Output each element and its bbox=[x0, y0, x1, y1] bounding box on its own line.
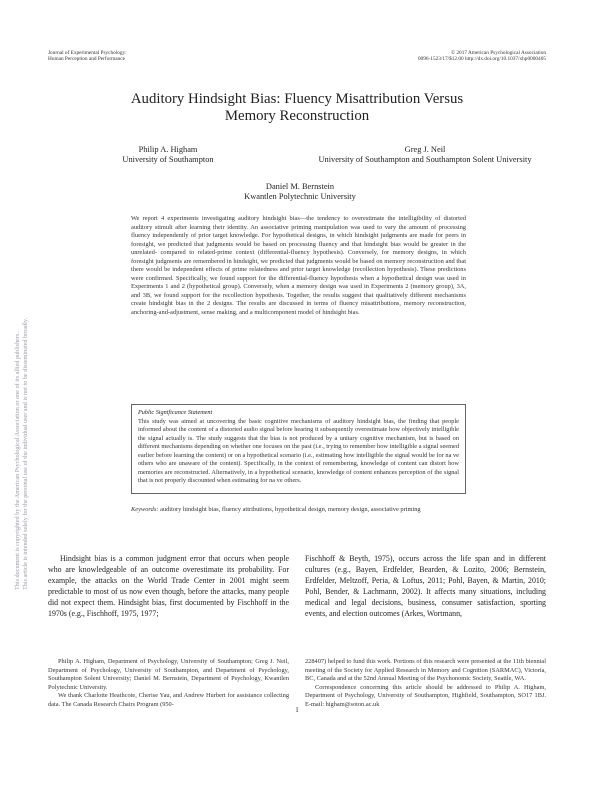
copyright-sidebar-line-1: This document is copyrighted by the American Psychological Association or one of its allied publishers. bbox=[14, 332, 21, 590]
author-name: Daniel M. Bernstein bbox=[265, 182, 335, 191]
funding-note: 228407) helped to fund this work. Portions of this research were presented at the 11th biennial meeting of the Society for Applied Research in Memory and Cognition (SARMAC), Victoria, BC, Canada and at the 52nd Annual Meeting of the Psychonomic Society, Seattle, WA. bbox=[305, 658, 546, 683]
author-name: Philip A. Higham bbox=[138, 145, 198, 154]
author-affiliation: Kwantlen Polytechnic University bbox=[244, 192, 356, 201]
keywords-text: auditory hindsight bias, fluency attributions, hypothetical design, memory design, associative priming bbox=[158, 506, 421, 513]
author-block-3 bbox=[200, 182, 400, 202]
journal-name: Journal of Experimental Psychology: bbox=[48, 50, 127, 56]
author-note-left bbox=[48, 658, 289, 710]
title-line-1: Auditory Hindsight Bias: Fluency Misattribution Versus bbox=[130, 91, 464, 107]
body-text-right-column: Fischhoff & Beyth, 1975), occurs across the life span and in different cultures (e.g., Bayen, Erdfelder, Bearden, & Lozito, 2006; Bernstein, Erdfelder, Meltzoff, Peria, & Loftus, 2011; Pohl, Bayen, & Martin, 2010; Pohl, Bender, & Lachmann, 2002). It affects many situations, including medical and legal decisions, business, consumer satisfaction, sporting events, and election outcomes (Arkes, Wortmann, bbox=[305, 554, 546, 618]
author-block-2 bbox=[300, 145, 550, 165]
author-affiliation: University of Southampton and Southampton Solent University bbox=[318, 155, 532, 164]
copyright-sidebar bbox=[14, 318, 30, 590]
public-significance-text: This study was aimed at uncovering the basic cognitive mechanisms of auditory hindsight bias, the finding that people informed about the content of a distorted audio signal before hearing it subsequently overestimate how objectively intelligible the signal actually is. The study suggests that the bias is not produced by a unitary cognitive mechanism, but is based on different mechanisms depending on whether one focuses on the past (i.e., trying to remember how intelligible a signal seemed earlier before learning the content) or on a hypothetical scenario (i.e., estimating how intelligible the signal would be for na ve others who are unaware of the content). Specifically, in the context of remembering, knowledge of content can distort how memories are reconstructed. Alternatively, in a hypothetical scenario, knowledge of content enhances perception of the signal that is not properly discounted when estimating for na ve others. bbox=[138, 418, 459, 485]
public-significance-heading: Public Significance Statement bbox=[138, 409, 213, 416]
author-note-right bbox=[305, 658, 546, 710]
public-significance-box bbox=[131, 404, 466, 494]
author-affiliation: University of Southampton bbox=[122, 155, 214, 164]
copyright-notice: © 2017 American Psychological Association bbox=[451, 50, 546, 56]
correspondence-note: Correspondence concerning this article should be addressed to Philip A. Higham, Department of Psychology, University of Southampton, Highfield, Southampton, SO17 1BJ. E-mail: higham@soton.ac.uk bbox=[305, 683, 546, 708]
journal-header bbox=[48, 50, 127, 63]
acknowledgments-note: We thank Charlotte Heathcote, Cherise Yau, and Andrew Hurbert for assistance collecting data. The Canada Research Chairs Program (950- bbox=[48, 692, 289, 708]
author-affiliations-note: Philip A. Higham, Department of Psychology, University of Southampton; Greg J. Neil, Department of Psychology, University of Southampton, and Department of Psychology, Southampton Solent University; Daniel M. Bernstein, Department of Psychology, Kwantlen Polytechnic University. bbox=[48, 658, 289, 691]
body-text-left-column: Hindsight bias is a common judgment error that occurs when people who are knowledgeable of an outcome overestimate its probability. For example, the attacks on the World Trade Center in 2001 might seem predictable to most of us now even though, before the attacks, many people did not expect them. Hindsight bias, first documented by Fischhoff in the 1970s (e.g., Fischhoff, 1975, 1977; bbox=[48, 554, 289, 618]
journal-section: Human Perception and Performance bbox=[48, 56, 125, 63]
author-block-1 bbox=[98, 145, 238, 165]
article-title bbox=[48, 91, 546, 125]
abstract: We report 4 experiments investigating auditory hindsight bias—the tendency to overestimate the intelligibility of distorted auditory stimuli after learning their identity. An associative priming manipulation was used to vary the amount of processing fluency independently of prior target knowledge. For hypothetical designs, in which hindsight judgments are made for peers in foresight, we predicted that judgments would be based on processing fluency and that hindsight bias would be greater in the unrelated- compared to related-prime context (differential-fluency hypothesis). Conversely, for memory designs, in which foresight judgments are remembered in hindsight, we predicted that judgments would be based on memory reconstruction and that there would be independent effects of prime relatedness and prior target knowledge (recollection hypothesis). These predictions were confirmed. Specifically, we found support for the differential-fluency hypothesis when a hypothetical design was used in Experiments 1 and 2 (hypothetical group). Conversely, when a memory design was used in Experiments 2 (memory group), 3A, and 3B, we found support for the recollection hypothesis. Together, the results suggest that qualitatively different mechanisms create hindsight bias in the 2 designs. The results are discussed in terms of fluency misattributions, memory reconstruction, anchoring-and-adjustment, sense making, and a multicomponent model of hindsight bias. bbox=[131, 215, 466, 317]
page-number: 1 bbox=[295, 705, 299, 714]
issn-doi: 0096-1523/17/$12.00 http://dx.doi.org/10.1037/xhp0000405 bbox=[417, 56, 546, 63]
keywords-label: Keywords: bbox=[131, 506, 159, 513]
copyright-sidebar-line-2: This article is intended solely for the personal use of the individual user and is not to be disseminated broadly. bbox=[22, 317, 30, 590]
author-name: Greg J. Neil bbox=[404, 145, 446, 154]
keywords bbox=[131, 506, 466, 515]
title-line-2: Memory Reconstruction bbox=[224, 108, 370, 124]
publication-info bbox=[418, 50, 546, 63]
